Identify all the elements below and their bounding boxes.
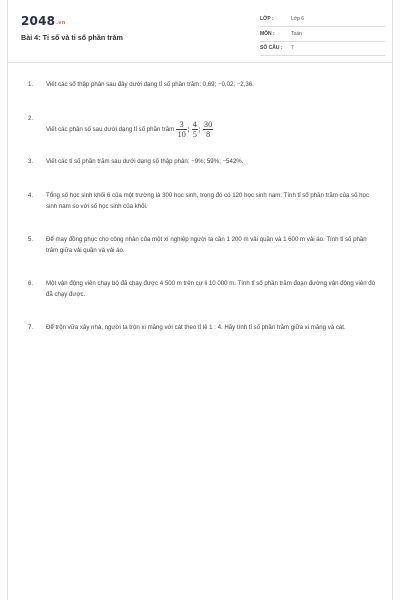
- meta-row-subject: [260, 29, 385, 42]
- meta-label-subject: MÔN :: [260, 31, 275, 37]
- question-number: 6.: [28, 280, 34, 287]
- question-number: 3.: [28, 158, 34, 165]
- question-number: 5.: [28, 236, 34, 243]
- question-text: Để may đồng phục cho công nhân của một xí nghiệp người ta cần 1 200 m vải quần và 1 600 m vải áo. Tính tỉ số phần trăm giữa vải quần và vải áo.: [46, 236, 367, 254]
- fraction-denominator: 10: [177, 130, 186, 139]
- meta-row-count: [260, 43, 385, 56]
- site-logo[interactable]: [21, 14, 66, 28]
- question-number: 7.: [28, 324, 34, 331]
- question-number: 1.: [28, 81, 34, 88]
- fraction-1: [176, 120, 186, 139]
- question-text: Để trộn vữa xây nhà, người ta trộn xi măng với cát theo tỉ lệ 1 : 4. Hãy tính tỉ số phần trăm giữa xi măng và cát.: [46, 324, 346, 331]
- meta-value-count: 7: [291, 45, 294, 51]
- fraction-denominator: 5: [192, 130, 197, 139]
- question-number: 4.: [28, 192, 34, 199]
- fraction-numerator: 3: [176, 120, 186, 130]
- question-number: 2.: [28, 115, 34, 122]
- worksheet-page: [7, 0, 393, 600]
- worksheet-header: [8, 0, 392, 62]
- fraction-denominator: 8: [205, 130, 211, 139]
- lesson-title: Bài 4: Tỉ số và tỉ số phần trăm: [21, 33, 123, 42]
- logo-text: 2048: [21, 14, 56, 28]
- fraction-numerator: 30: [203, 120, 213, 129]
- logo-suffix: .vn: [56, 20, 66, 26]
- meta-label-class: LỚP :: [260, 16, 274, 22]
- question-text: Viết các tỉ số phần trăm sau dưới dạng số thập phân: −9%; 59%; −542%.: [46, 158, 244, 165]
- question-text: Viết các phân số sau dưới dạng tỉ số phần trăm $\frac{3}{10}$ ; $\frac{4}{5}$ ; $\frac{30}{8}$: [46, 120, 213, 139]
- meta-label-count: SỐ CÂU :: [260, 45, 283, 51]
- meta-value-subject: Toán: [291, 31, 302, 37]
- fraction-3: [203, 120, 213, 139]
- question-text-prefix: Viết các phân số sau dưới dạng tỉ số phần trăm: [46, 126, 175, 134]
- question-text: Viết các số thập phân sau đây dưới dạng tỉ số phần trăm: 0,69; −0,02; −2,36.: [46, 81, 254, 88]
- question-text: Một vận động viên chạy bộ đã chạy được 4 500 m trên cự li 10 000 m. Tính tỉ số phần trăm đoạn đường vận động viên đó đã chạy được.: [46, 280, 376, 298]
- fraction-numerator: 4: [192, 120, 197, 129]
- fraction-2: [192, 120, 198, 139]
- question-text: Tổng số học sinh khối 6 của một trường là 300 học sinh, trong đó có 120 học sinh nam. Tính tỉ số phần trăm của số học sinh nam so với số học sinh của khối.: [46, 192, 369, 210]
- header-divider: [8, 62, 392, 63]
- meta-value-class: Lớp 6: [291, 16, 305, 22]
- meta-row-class: [260, 14, 385, 27]
